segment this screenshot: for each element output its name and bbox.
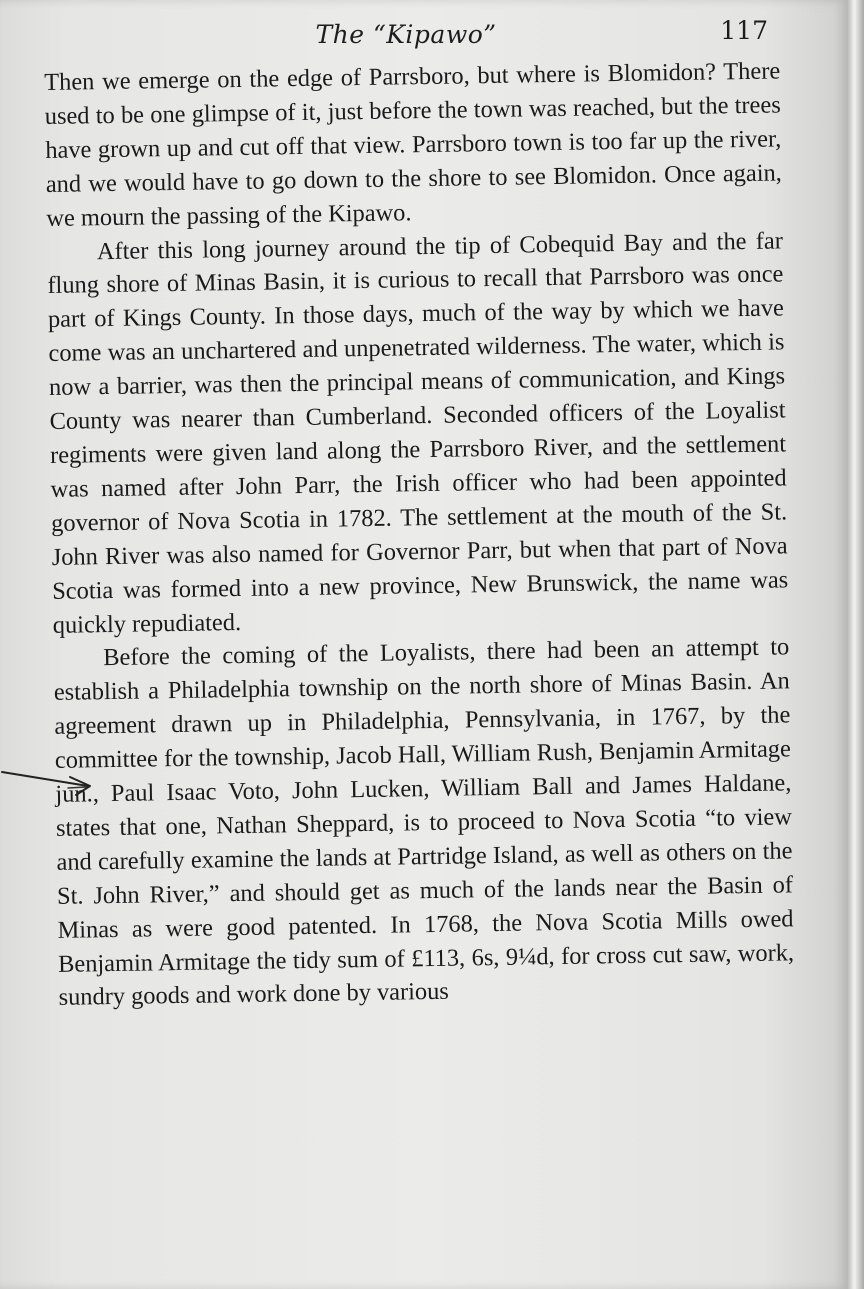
paragraph-blomidon: Then we emerge on the edge of Parrsboro, but where is Blomidon? There used to be one glimpse of it, just before the town was reached, but the trees have grown up and cut off that view. Parrsboro town is too far up the river, and we would have to go down to the shore to see Blomidon. Once again, we mourn the passing of the Kipawo. — [44, 57, 782, 232]
handwritten-arrow-icon — [0, 764, 96, 798]
paragraph-kings-county: After this long journey around the tip of Cobequid Bay and the far flung shore of Minas Basin, it is curious to recall that Parrsboro was once part of Kings County. In those days, much of the way by which we have come was an unchartered and unpenetrated wilderness. The water, which is now a barrier, was then the principal means of communication, and Kings County was nearer than Cumberland. Seconded officers of the Loyalist regiments were given land along the Parrsboro River, and the settlement was named after John Parr, the Irish officer who had been appointed governor of Nova Scotia in 1782. The settlement at the mouth of the St. John River was also named for Governor Parr, but when that part of Nova Scotia was formed into a new province, New Brunswick, the name was quickly repudiated. — [47, 226, 789, 639]
page-number: 117 — [720, 16, 768, 45]
paragraph-philadelphia-township: Before the coming of the Loyalists, there had been an attempt to establish a Philadelphia township on the north shore of Minas Basin. An agreement drawn up in Philadelphia, Pennsylvania, in 1767, by the committee for the township, Jacob Hall, William Rush, Benjamin Armitage jun., Paul Isaac Voto, John Lucken, William Ball and James Haldane, states that one, Nathan Sheppard, is to proceed to Nova Scotia “to view and carefully examine the lands at Partridge Island, as well as others on the St. John River,” and should get as much of the lands near the Basin of Minas as were good patented. In 1768, the Nova Scotia Mills owed Benjamin Armitage the tidy sum of £113, 6s, 9¼d, for cross cut saw, work, sundry goods and work done by various — [53, 633, 795, 1012]
page-header — [44, 16, 768, 56]
body-text — [44, 54, 795, 1015]
page-edge — [848, 0, 864, 1289]
running-title: The “Kipawo” — [315, 20, 497, 49]
